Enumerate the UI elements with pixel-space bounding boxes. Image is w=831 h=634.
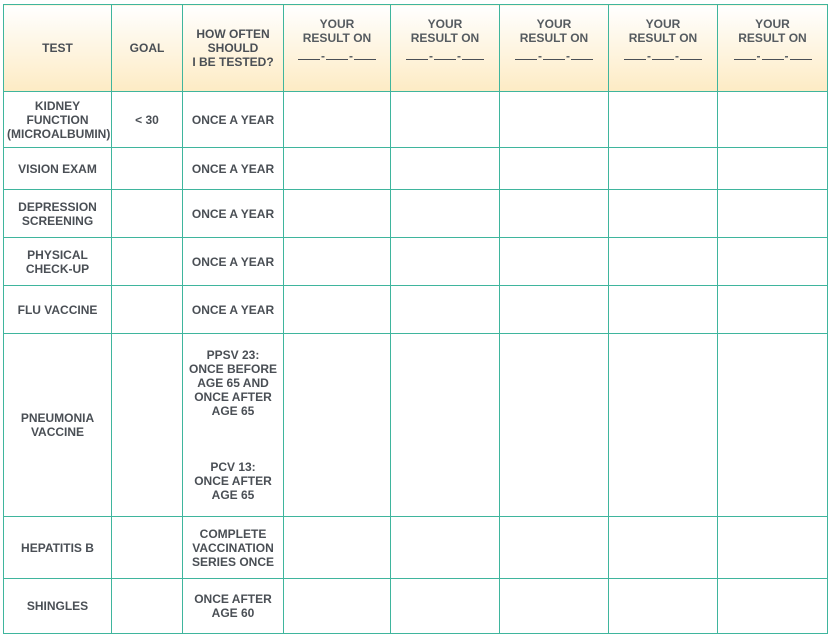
result-cell[interactable] — [718, 286, 828, 334]
result-cell[interactable] — [391, 238, 500, 286]
result-cell[interactable] — [284, 517, 391, 579]
result-cell[interactable] — [391, 286, 500, 334]
result-cell[interactable] — [391, 148, 500, 190]
frequency-pcv13: PCV 13: ONCE AFTER AGE 65 — [194, 460, 272, 502]
result-cell[interactable] — [718, 238, 828, 286]
result-cell[interactable] — [609, 148, 718, 190]
test-frequency: ONCE A YEAR — [183, 148, 284, 190]
table-row — [4, 190, 828, 238]
header-frequency: HOW OFTEN SHOULD I BE TESTED? — [183, 5, 284, 92]
header-result-4: YOUR RESULT ON - - — [609, 5, 718, 92]
result-cell[interactable] — [284, 579, 391, 634]
test-name: PHYSICAL CHECK-UP — [4, 238, 112, 286]
date-blank: - - — [287, 49, 387, 63]
goal-value — [112, 334, 183, 517]
test-frequency — [183, 334, 284, 517]
test-name: HEPATITIS B — [4, 517, 112, 579]
result-cell[interactable] — [500, 579, 609, 634]
result-cell[interactable] — [284, 286, 391, 334]
result-cell[interactable] — [500, 286, 609, 334]
header-result-3: YOUR RESULT ON - - — [500, 5, 609, 92]
test-frequency: ONCE AFTER AGE 60 — [183, 579, 284, 634]
goal-value — [112, 517, 183, 579]
result-cell[interactable] — [391, 190, 500, 238]
result-cell[interactable] — [609, 517, 718, 579]
result-cell[interactable] — [500, 238, 609, 286]
table-row — [4, 286, 828, 334]
result-cell[interactable] — [500, 334, 609, 517]
result-cell[interactable] — [609, 92, 718, 148]
goal-value — [112, 238, 183, 286]
result-cell[interactable] — [609, 238, 718, 286]
header-row — [4, 5, 828, 92]
result-cell[interactable] — [500, 148, 609, 190]
result-cell[interactable] — [500, 92, 609, 148]
test-frequency: ONCE A YEAR — [183, 286, 284, 334]
result-cell[interactable] — [284, 334, 391, 517]
test-name: KIDNEY FUNCTION (MICROALBUMIN) — [4, 92, 112, 148]
goal-value — [112, 148, 183, 190]
test-name: SHINGLES — [4, 579, 112, 634]
result-cell[interactable] — [500, 517, 609, 579]
result-cell[interactable] — [284, 190, 391, 238]
table-row — [4, 92, 828, 148]
date-blank: - - — [394, 49, 496, 63]
result-cell[interactable] — [284, 92, 391, 148]
result-cell[interactable] — [718, 517, 828, 579]
test-name: FLU VACCINE — [4, 286, 112, 334]
result-cell[interactable] — [609, 334, 718, 517]
date-blank: - - — [503, 49, 605, 63]
header-result-5: YOUR RESULT ON - - — [718, 5, 828, 92]
table-row — [4, 148, 828, 190]
result-cell[interactable] — [718, 190, 828, 238]
header-result-1: YOUR RESULT ON - - — [284, 5, 391, 92]
test-frequency: ONCE A YEAR — [183, 190, 284, 238]
result-cell[interactable] — [609, 286, 718, 334]
test-frequency: ONCE A YEAR — [183, 238, 284, 286]
frequency-ppsv23: PPSV 23: ONCE BEFORE AGE 65 AND ONCE AFTER AGE 65 — [188, 348, 277, 418]
table-row — [4, 238, 828, 286]
test-frequency: ONCE A YEAR — [183, 92, 284, 148]
result-cell[interactable] — [609, 579, 718, 634]
test-name: PNEUMONIA VACCINE — [4, 334, 112, 517]
goal-value — [112, 286, 183, 334]
result-cell[interactable] — [391, 579, 500, 634]
result-cell[interactable] — [718, 148, 828, 190]
table-row — [4, 579, 828, 634]
health-test-table — [3, 4, 828, 634]
result-cell[interactable] — [718, 579, 828, 634]
header-test: TEST — [4, 5, 112, 92]
test-frequency: COMPLETE VACCINATION SERIES ONCE — [183, 517, 284, 579]
result-cell[interactable] — [284, 238, 391, 286]
table-row — [4, 517, 828, 579]
result-cell[interactable] — [718, 92, 828, 148]
goal-value: < 30 — [112, 92, 183, 148]
header-result-2: YOUR RESULT ON - - — [391, 5, 500, 92]
goal-value — [112, 190, 183, 238]
date-blank: - - — [721, 49, 824, 63]
test-name: DEPRESSION SCREENING — [4, 190, 112, 238]
result-cell[interactable] — [500, 190, 609, 238]
goal-value — [112, 579, 183, 634]
test-name: VISION EXAM — [4, 148, 112, 190]
table-row — [4, 334, 828, 517]
result-cell[interactable] — [284, 148, 391, 190]
result-cell[interactable] — [718, 334, 828, 517]
date-blank: - - — [612, 49, 714, 63]
result-cell[interactable] — [391, 517, 500, 579]
result-cell[interactable] — [391, 334, 500, 517]
result-cell[interactable] — [391, 92, 500, 148]
result-cell[interactable] — [609, 190, 718, 238]
header-goal: GOAL — [112, 5, 183, 92]
